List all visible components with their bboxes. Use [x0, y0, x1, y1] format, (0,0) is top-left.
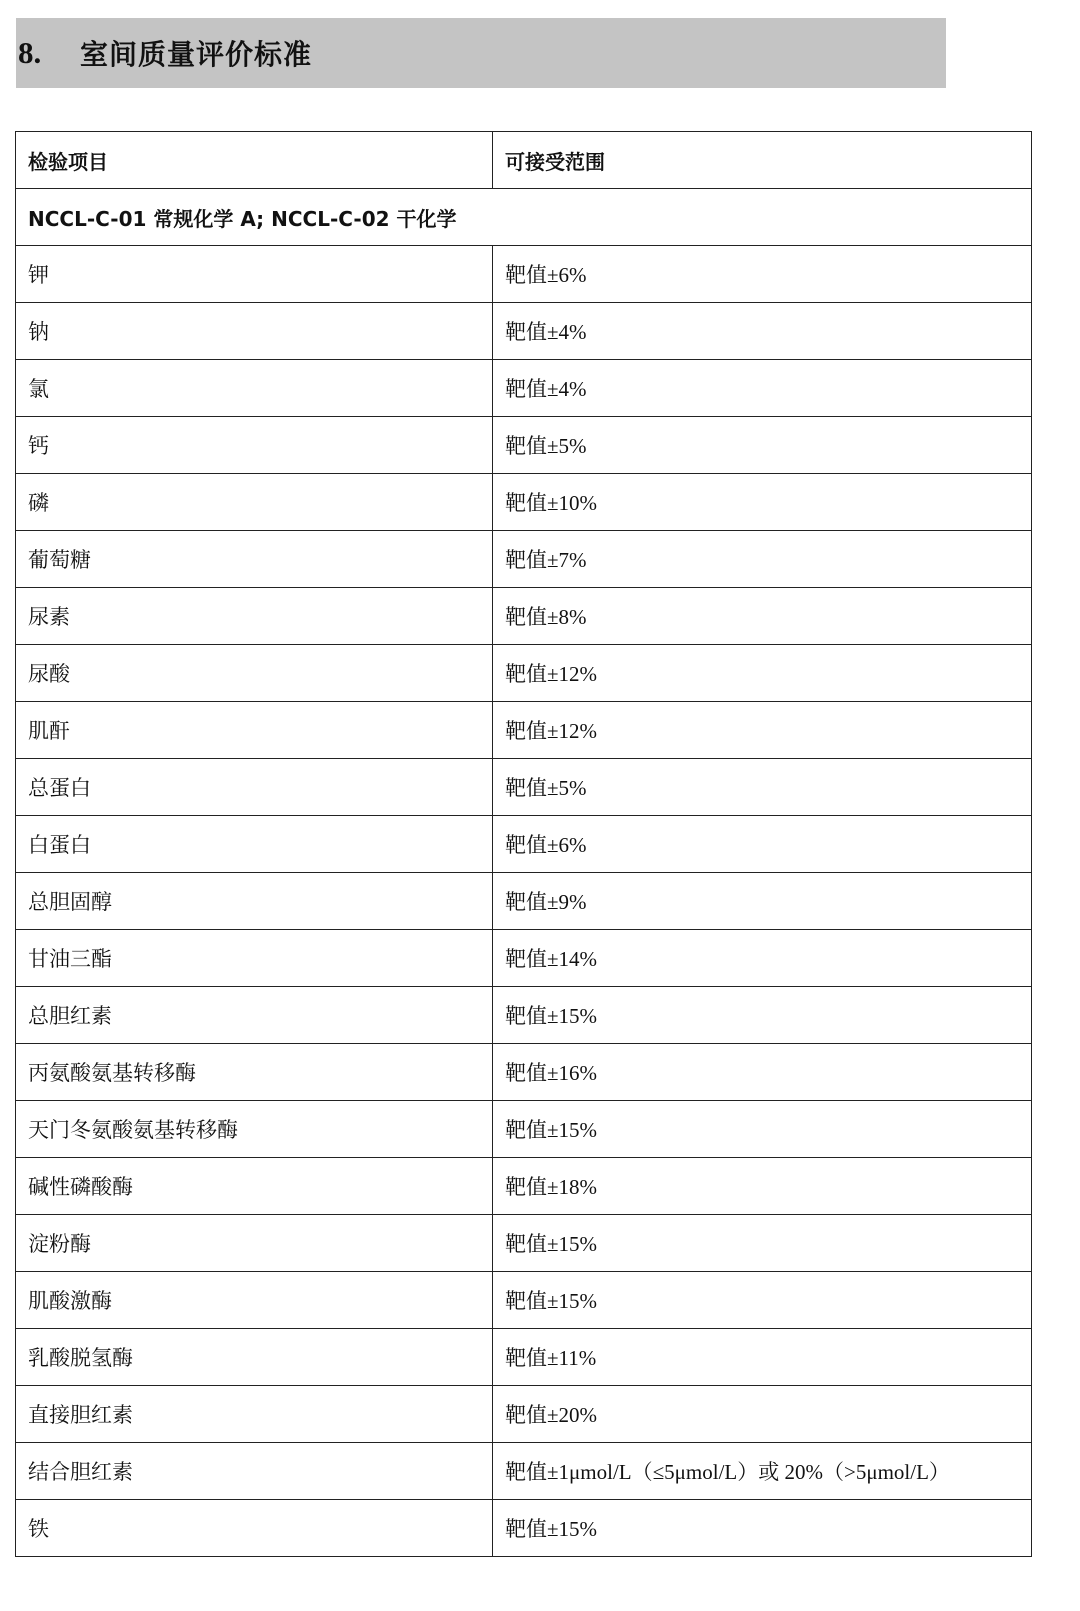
- section-heading: [16, 18, 946, 88]
- section-label: NCCL-C-01 常规化学 A; NCCL-C-02 干化学: [16, 189, 1032, 246]
- test-item-cell: 肌酸激酶: [16, 1272, 493, 1329]
- acceptable-range-cell: 靶值±9%: [493, 873, 1032, 930]
- table-row: [16, 1329, 1032, 1386]
- section-row: [16, 189, 1032, 246]
- test-item-cell: 天门冬氨酸氨基转移酶: [16, 1101, 493, 1158]
- acceptable-range-cell: 靶值±15%: [493, 1101, 1032, 1158]
- table-row: [16, 588, 1032, 645]
- test-item-cell: 磷: [16, 474, 493, 531]
- test-item-cell: 淀粉酶: [16, 1215, 493, 1272]
- acceptable-range-cell: 靶值±11%: [493, 1329, 1032, 1386]
- test-item-cell: 直接胆红素: [16, 1386, 493, 1443]
- acceptable-range-cell: 靶值±15%: [493, 1272, 1032, 1329]
- test-item-cell: 尿酸: [16, 645, 493, 702]
- section-number: 8.: [18, 35, 42, 70]
- test-item-cell: 甘油三酯: [16, 930, 493, 987]
- table-row: [16, 474, 1032, 531]
- test-item-cell: 乳酸脱氢酶: [16, 1329, 493, 1386]
- test-item-cell: 总胆固醇: [16, 873, 493, 930]
- acceptable-range-cell: 靶值±18%: [493, 1158, 1032, 1215]
- table-row: [16, 816, 1032, 873]
- table-row: [16, 759, 1032, 816]
- table-row: [16, 645, 1032, 702]
- table-row: [16, 873, 1032, 930]
- table-header-row: [16, 132, 1032, 189]
- table-row: [16, 702, 1032, 759]
- table-row: [16, 1272, 1032, 1329]
- table-row: [16, 303, 1032, 360]
- table-row: [16, 1158, 1032, 1215]
- test-item-cell: 总蛋白: [16, 759, 493, 816]
- acceptable-range-cell: 靶值±8%: [493, 588, 1032, 645]
- test-item-cell: 尿素: [16, 588, 493, 645]
- section-title: 室间质量评价标准: [80, 38, 313, 71]
- acceptable-range-cell: 靶值±15%: [493, 987, 1032, 1044]
- acceptable-range-cell: 靶值±12%: [493, 702, 1032, 759]
- acceptable-range-cell: 靶值±16%: [493, 1044, 1032, 1101]
- test-item-cell: 白蛋白: [16, 816, 493, 873]
- table-row: [16, 930, 1032, 987]
- table-row: [16, 1386, 1032, 1443]
- acceptable-range-cell: 靶值±5%: [493, 759, 1032, 816]
- acceptable-range-cell: 靶值±14%: [493, 930, 1032, 987]
- test-item-cell: 葡萄糖: [16, 531, 493, 588]
- test-item-cell: 肌酐: [16, 702, 493, 759]
- table-row: [16, 246, 1032, 303]
- table-row: [16, 417, 1032, 474]
- acceptable-range-cell: 靶值±10%: [493, 474, 1032, 531]
- table-row: [16, 1500, 1032, 1557]
- acceptable-range-cell: 靶值±12%: [493, 645, 1032, 702]
- acceptable-range-cell: 靶值±1μmol/L（≤5μmol/L）或 20%（>5μmol/L）: [493, 1443, 1032, 1500]
- test-item-cell: 铁: [16, 1500, 493, 1557]
- acceptable-range-cell: 靶值±6%: [493, 246, 1032, 303]
- column-header-range: 可接受范围: [493, 132, 1032, 189]
- test-item-cell: 丙氨酸氨基转移酶: [16, 1044, 493, 1101]
- table-row: [16, 987, 1032, 1044]
- test-item-cell: 碱性磷酸酶: [16, 1158, 493, 1215]
- column-header-item: 检验项目: [16, 132, 493, 189]
- table-row: [16, 531, 1032, 588]
- acceptable-range-cell: 靶值±15%: [493, 1500, 1032, 1557]
- acceptable-range-cell: 靶值±20%: [493, 1386, 1032, 1443]
- test-item-cell: 钙: [16, 417, 493, 474]
- acceptable-range-cell: 靶值±15%: [493, 1215, 1032, 1272]
- acceptable-range-cell: 靶值±7%: [493, 531, 1032, 588]
- eqa-standards-table: [15, 131, 1032, 1557]
- table-row: [16, 1443, 1032, 1500]
- table-row: [16, 1215, 1032, 1272]
- test-item-cell: 结合胆红素: [16, 1443, 493, 1500]
- test-item-cell: 钠: [16, 303, 493, 360]
- acceptable-range-cell: 靶值±6%: [493, 816, 1032, 873]
- test-item-cell: 钾: [16, 246, 493, 303]
- table-row: [16, 1044, 1032, 1101]
- acceptable-range-cell: 靶值±5%: [493, 417, 1032, 474]
- test-item-cell: 总胆红素: [16, 987, 493, 1044]
- table-row: [16, 1101, 1032, 1158]
- table-row: [16, 360, 1032, 417]
- acceptable-range-cell: 靶值±4%: [493, 303, 1032, 360]
- test-item-cell: 氯: [16, 360, 493, 417]
- acceptable-range-cell: 靶值±4%: [493, 360, 1032, 417]
